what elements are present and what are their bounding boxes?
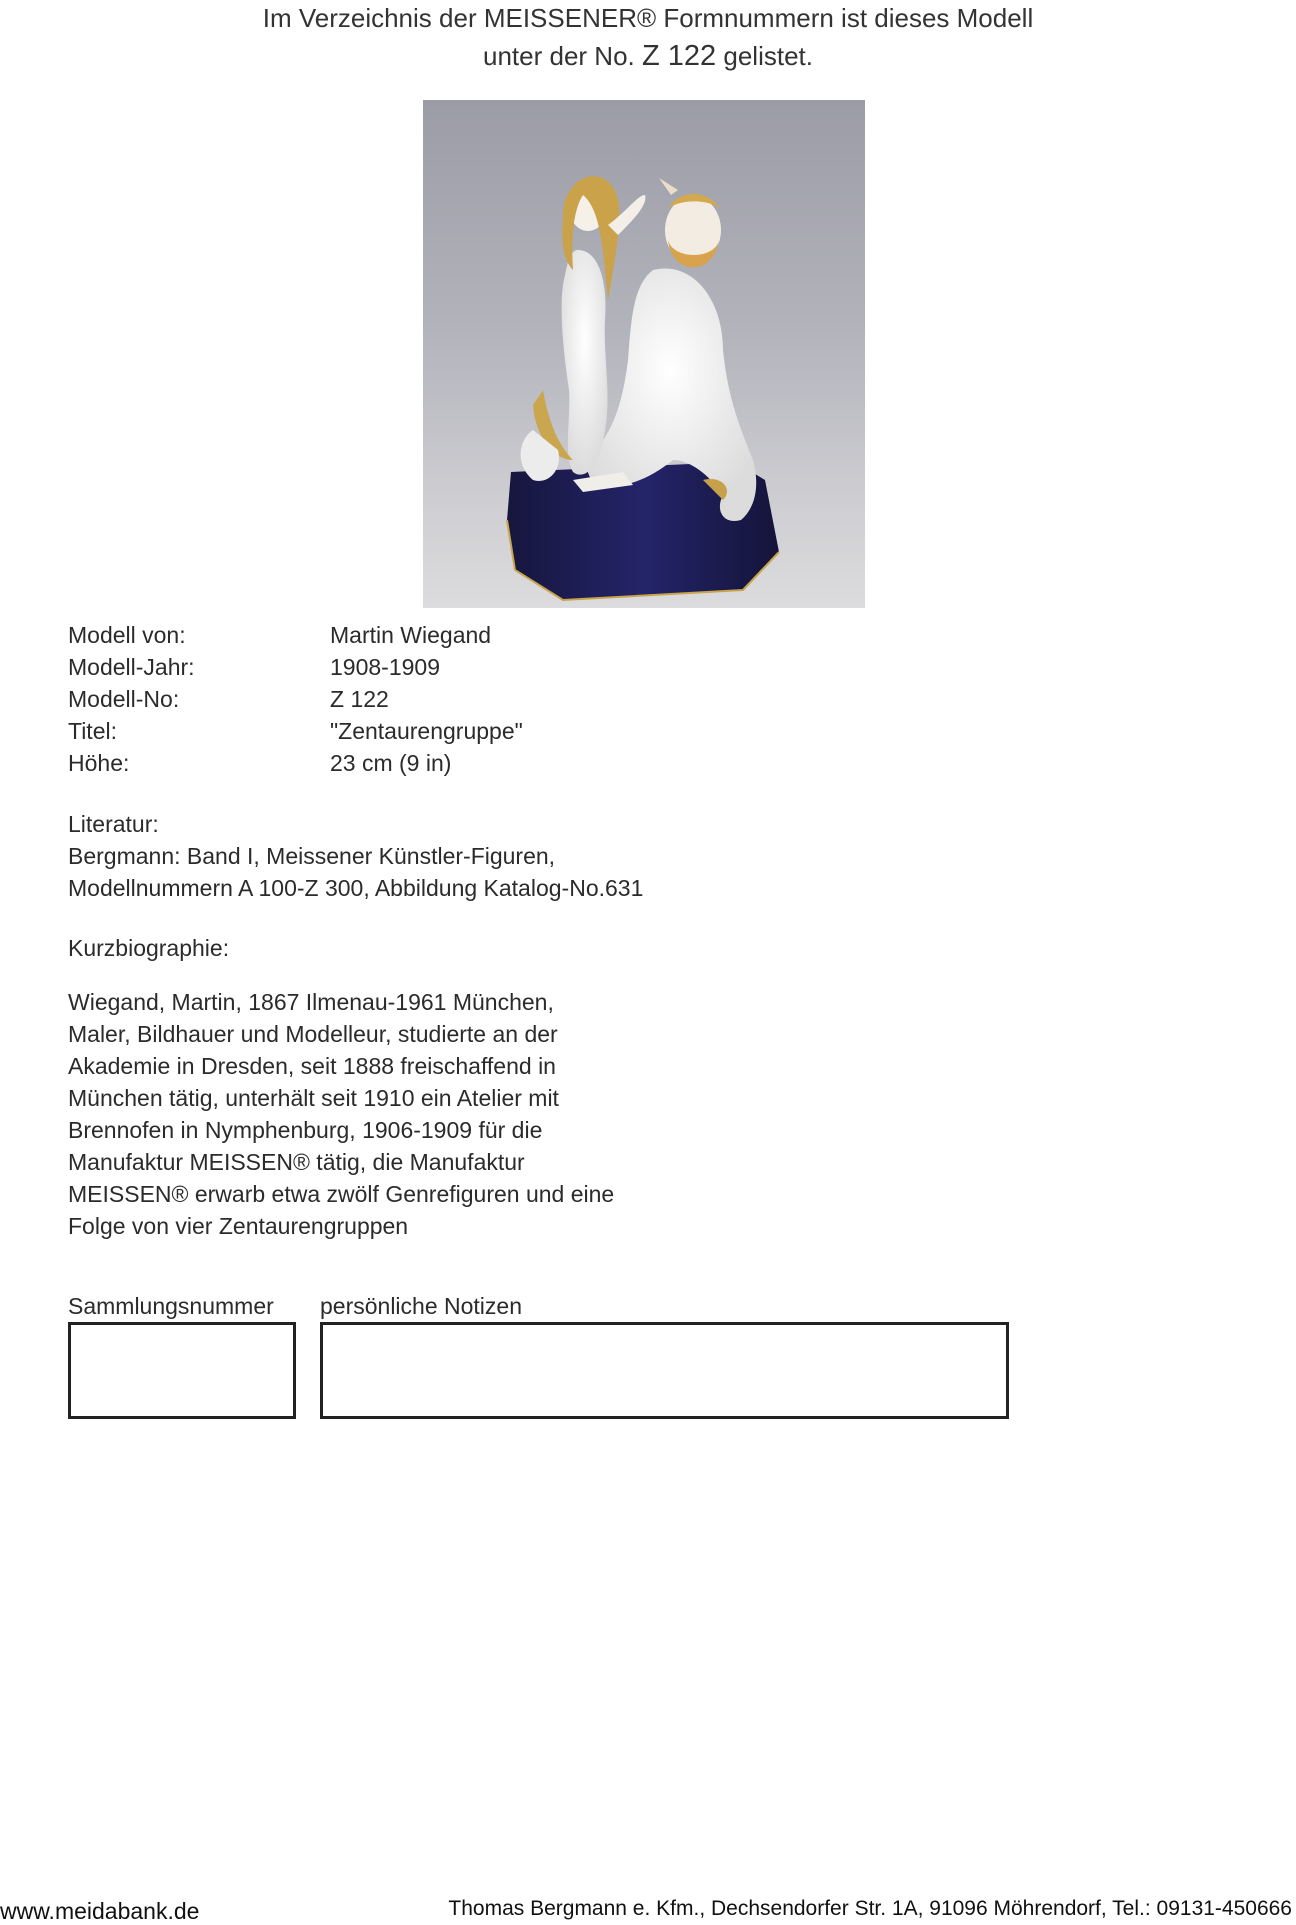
notes-label: persönliche Notizen <box>320 1293 523 1319</box>
detail-value: Martin Wiegand <box>330 622 492 648</box>
detail-value: Z 122 <box>330 686 389 712</box>
collection-number-label: Sammlungsnummer <box>68 1293 274 1319</box>
header-text-1: Im Verzeichnis der MEISSENER® Formnummern ist dieses Modell <box>262 3 1034 33</box>
website-link[interactable]: www.meidabank.de <box>0 1898 200 1924</box>
detail-row-author <box>68 622 492 649</box>
detail-value: "Zentaurengruppe" <box>330 718 523 744</box>
biography-line: Brennofen in Nymphenburg, 1906-1909 für die <box>68 1117 543 1143</box>
detail-label: Titel: <box>68 718 117 744</box>
literature-section <box>68 808 643 904</box>
header-line-1 <box>0 3 1296 34</box>
detail-row-number <box>68 686 389 713</box>
biography-line: München tätig, unterhält seit 1910 ein Atelier mit <box>68 1085 559 1111</box>
biography-text <box>68 986 614 1242</box>
biography-line: Wiegand, Martin, 1867 Ilmenau-1961 München, <box>68 989 554 1015</box>
publisher-address: Thomas Bergmann e. Kfm., Dechsendorfer Str. 1A, 91096 Möhrendorf, Tel.: 09131-450666 <box>448 1897 1292 1920</box>
detail-row-title <box>68 718 523 745</box>
biography-heading: Kurzbiographie: <box>68 935 230 961</box>
biography-line: MEISSEN® erwarb etwa zwölf Genrefiguren und eine <box>68 1181 615 1207</box>
detail-value: 23 cm (9 in) <box>330 750 452 776</box>
model-number-highlight: Z 122 <box>641 40 717 72</box>
biography-line: Maler, Bildhauer und Modelleur, studierte an der <box>68 1021 558 1047</box>
header-line-2 <box>0 40 1296 73</box>
detail-value: 1908-1909 <box>330 654 440 680</box>
collection-number-field[interactable] <box>68 1322 296 1419</box>
literature-line: Bergmann: Band I, Meissener Künstler-Figuren, <box>68 843 556 869</box>
literature-heading: Literatur: <box>68 811 159 837</box>
header-text-2-prefix: unter der No. <box>483 41 635 71</box>
figure-photo <box>423 100 865 608</box>
literature-line: Modellnummern A 100-Z 300, Abbildung Katalog-No.631 <box>68 875 644 901</box>
detail-label: Modell-No: <box>68 686 180 712</box>
porcelain-figure-illustration <box>423 100 865 608</box>
detail-row-height <box>68 750 452 777</box>
detail-label: Modell von: <box>68 622 186 648</box>
biography-line: Manufaktur MEISSEN® tätig, die Manufaktur <box>68 1149 525 1175</box>
header-text-2-suffix: gelistet. <box>723 41 813 71</box>
detail-label: Modell-Jahr: <box>68 654 195 680</box>
detail-row-year <box>68 654 440 681</box>
notes-field[interactable] <box>320 1322 1009 1419</box>
biography-line: Folge von vier Zentaurengruppen <box>68 1213 409 1239</box>
detail-label: Höhe: <box>68 750 130 776</box>
biography-line: Akademie in Dresden, seit 1888 freischaffend in <box>68 1053 556 1079</box>
